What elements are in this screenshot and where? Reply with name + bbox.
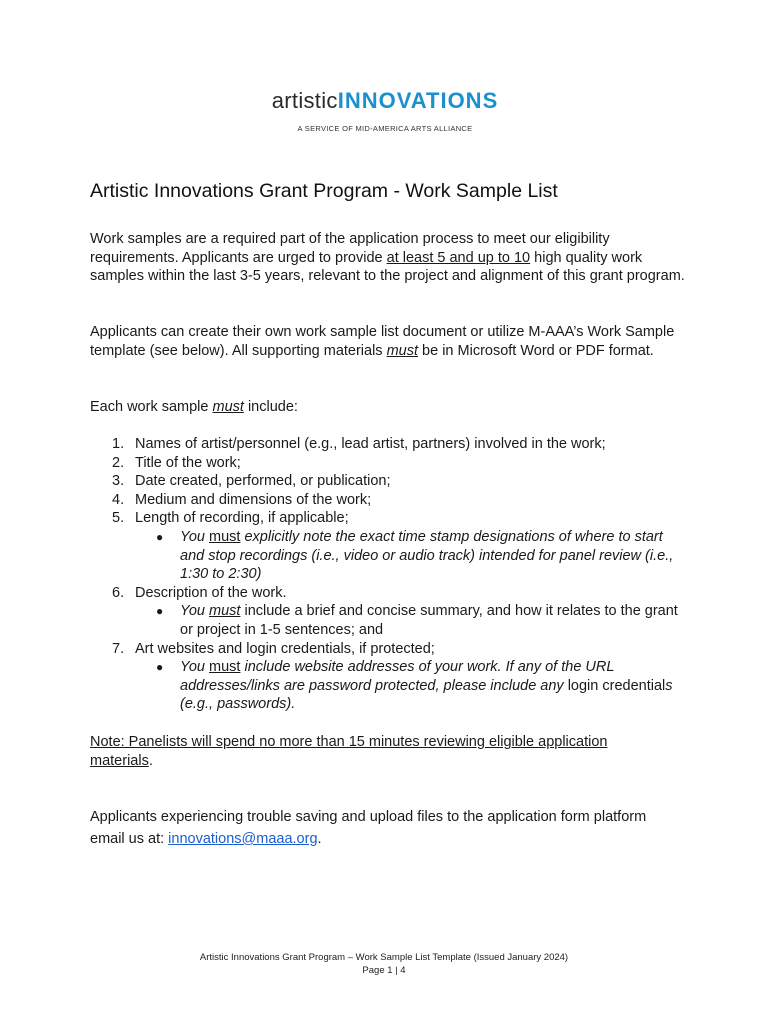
sub-text: s (e.g., passwords). xyxy=(180,677,673,713)
logo-word-innovations: INNOVATIONS xyxy=(337,88,499,113)
contact-text: Applicants experiencing trouble saving and upload files to the application form platform email us at: xyxy=(90,809,647,847)
intro-text: Work samples are a required part of the application process to meet our eligibility requirements. Applicants are urged to provide xyxy=(90,231,610,266)
list-number: 7. xyxy=(112,640,125,657)
page-title: Artistic Innovations Grant Program - Work Sample List xyxy=(90,180,558,202)
format-text: Applicants can create their own work sample list document or utilize M-AAA’s Work Sample template (see below). All supporting materials xyxy=(90,324,675,359)
format-text-end: be in Microsoft Word or PDF format. xyxy=(418,342,654,359)
list-item xyxy=(90,454,690,473)
logo-word-artistic: artistic xyxy=(271,88,338,113)
must-emphasis: must xyxy=(386,342,419,359)
sub-bullet xyxy=(90,528,690,584)
list-number: 2. xyxy=(112,454,125,471)
list-item xyxy=(90,584,690,603)
panel-note xyxy=(90,733,670,770)
contact-paragraph xyxy=(90,806,670,850)
intro-text-end: high quality work samples within the last 3-5 years, relevant to the project and alignment of this grant program. xyxy=(90,249,685,285)
footer-title: Artistic Innovations Grant Program – Work Sample List Template (Issued January 2024) xyxy=(199,952,569,963)
artistic-innovations-logo xyxy=(262,50,508,170)
sub-text: You xyxy=(180,659,210,676)
must-emphasis: must xyxy=(209,528,241,545)
requirements-list xyxy=(90,435,690,714)
list-item xyxy=(90,472,690,491)
include-paragraph xyxy=(90,398,690,417)
list-text: Description of the work. xyxy=(135,584,287,601)
must-emphasis: must xyxy=(209,659,241,676)
list-text: Names of artist/personnel (e.g., lead artist, partners) involved in the work; xyxy=(135,436,606,452)
list-item xyxy=(90,640,690,659)
sub-text: login credential xyxy=(563,677,666,694)
sub-bullet xyxy=(90,658,690,714)
list-text: Length of recording, if applicable; xyxy=(135,510,349,527)
sub-text: You xyxy=(180,528,210,545)
sub-text: explicitly note the exact time stamp designations of where to start and stop recordings (i.e., video or audio track) intended for panel review (i.e., 1:30 to 2:30) xyxy=(180,528,674,583)
sub-bullet xyxy=(90,602,690,639)
list-number: 3. xyxy=(112,473,125,490)
bullet-icon: ● xyxy=(156,660,164,675)
list-number: 6. xyxy=(112,584,125,601)
list-number: 5. xyxy=(112,510,125,527)
bullet-icon: ● xyxy=(156,604,164,619)
list-item xyxy=(90,491,690,510)
contact-period: . xyxy=(317,831,322,847)
include-text-end: include: xyxy=(243,399,298,415)
sub-text: include a brief and concise summary, and how it relates to the grant or project in 1-5 sentences; and xyxy=(180,603,678,638)
format-paragraph xyxy=(90,323,690,360)
list-number: 4. xyxy=(112,491,125,508)
logo-wordmark xyxy=(262,88,508,114)
sub-text: include website addresses of your work. If any of the URL addresses/links are password protected, please include any xyxy=(180,659,615,694)
page-footer xyxy=(0,952,768,977)
email-link[interactable]: innovations@maaa.org xyxy=(168,831,318,847)
sub-text: You xyxy=(180,603,210,620)
must-emphasis: must xyxy=(209,603,241,620)
list-text: Medium and dimensions of the work; xyxy=(135,491,372,508)
logo-tagline: A SERVICE OF MID-AMERICA ARTS ALLIANCE xyxy=(297,124,473,133)
list-text: Date created, performed, or publication; xyxy=(135,473,391,490)
sample-count-emphasis: at least 5 and up to 10 xyxy=(386,249,531,266)
note-period: . xyxy=(148,752,153,769)
page-number: Page 1 | 4 xyxy=(362,964,406,976)
intro-paragraph xyxy=(90,230,690,286)
list-item xyxy=(90,509,690,528)
list-item xyxy=(90,435,690,454)
include-text: Each work sample xyxy=(90,399,213,415)
list-text: Art websites and login credentials, if protected; xyxy=(135,640,435,657)
list-text: Title of the work; xyxy=(135,454,241,471)
bullet-icon: ● xyxy=(156,529,164,544)
must-emphasis: must xyxy=(212,399,244,415)
note-text: Note: Panelists will spend no more than 15 minutes reviewing eligible application materials xyxy=(90,734,608,769)
list-number: 1. xyxy=(112,436,125,452)
